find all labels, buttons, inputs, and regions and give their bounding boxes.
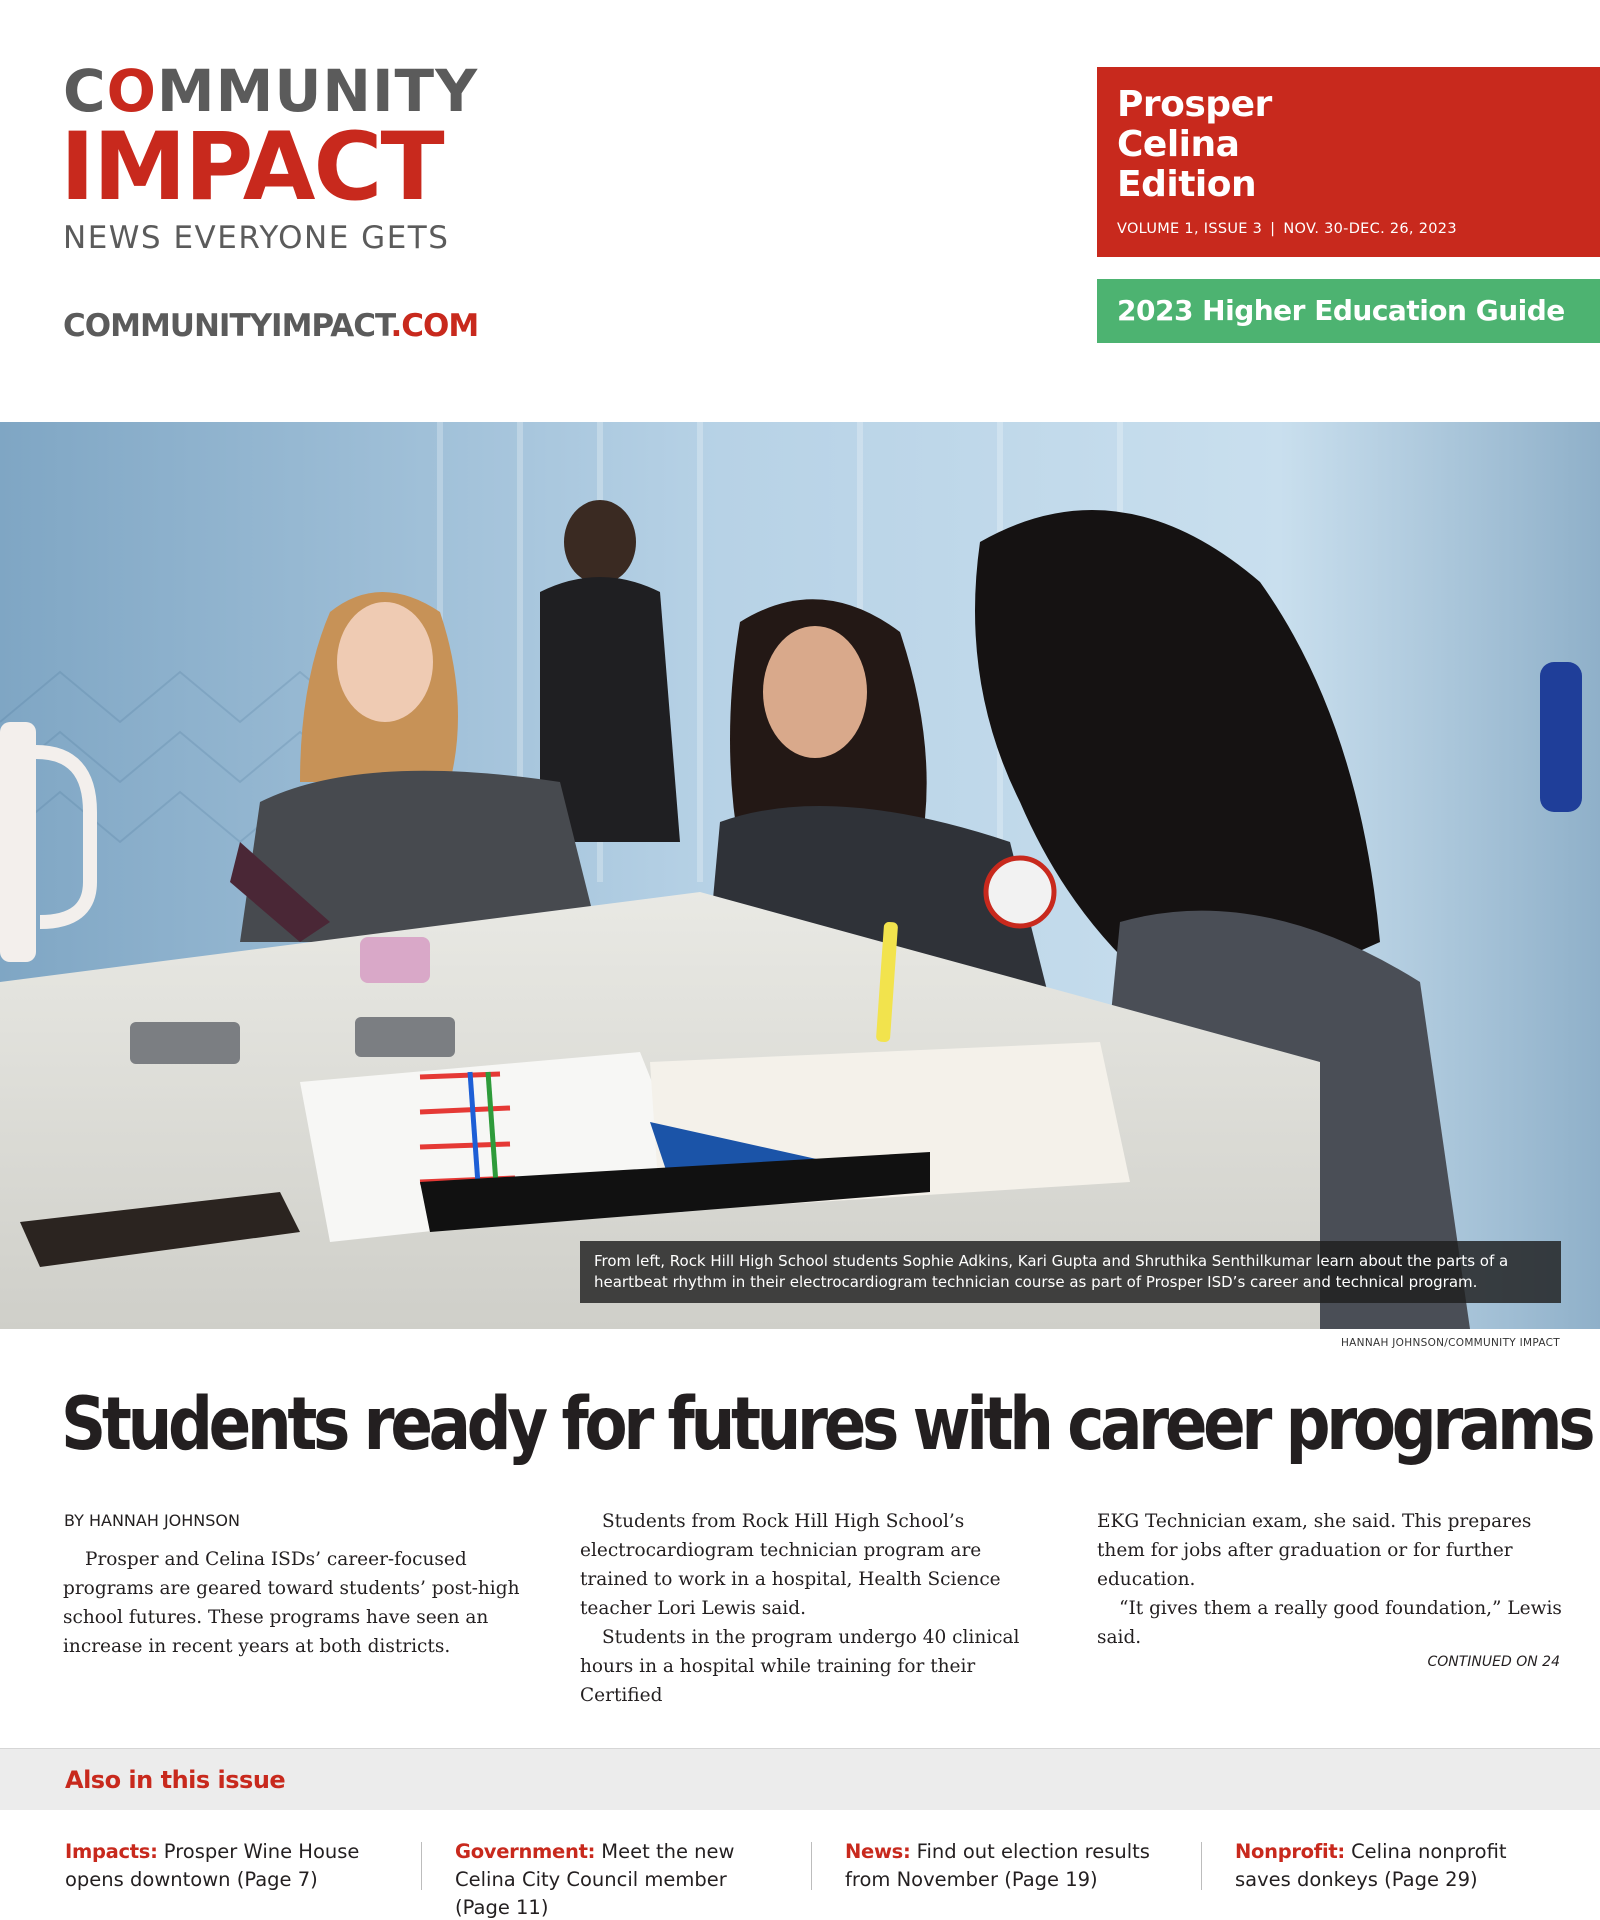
cover-photo — [0, 422, 1600, 1329]
teaser-nonprofit[interactable] — [1235, 1838, 1565, 1894]
cover-photo-illustration — [0, 422, 1600, 1329]
story-paragraph: EKG Technician exam, she said. This prepares them for jobs after graduation or for further education. — [1097, 1511, 1532, 1590]
story-headline[interactable]: Students ready for futures with career programs — [61, 1382, 1592, 1467]
edition-line-2: Celina — [1117, 124, 1240, 165]
story-paragraph: Students in the program undergo 40 clinical hours in a hospital while training for their Certified — [580, 1627, 1020, 1706]
site-url-link[interactable]: COMMUNITYIMPACT.COM — [63, 308, 479, 344]
community-impact-logo[interactable] — [60, 57, 493, 260]
edition-meta — [1117, 221, 1457, 237]
volume-issue: VOLUME 1, ISSUE 3 — [1117, 221, 1263, 237]
teaser-divider — [421, 1842, 422, 1890]
story-paragraph: Students from Rock Hill High School’s electrocardiogram technician program are trained to work in a hospital, Health Science teacher Lori Lewis said. — [580, 1511, 1001, 1619]
teaser-kicker: Impacts: — [65, 1840, 158, 1863]
edition-box — [1097, 67, 1600, 257]
edition-line-3: Edition — [1117, 164, 1257, 205]
teaser-government[interactable] — [455, 1838, 785, 1920]
story-paragraph: Prosper and Celina ISDs’ career-focused programs are geared toward students’ post-high school futures. These programs have seen an increase in recent years at both districts. — [63, 1549, 520, 1657]
story-paragraph: “It gives them a really good foundation,” Lewis said. — [1097, 1598, 1562, 1648]
higher-education-guide-banner[interactable]: 2023 Higher Education Guide — [1097, 279, 1600, 343]
teaser-impacts[interactable] — [65, 1838, 395, 1894]
also-in-this-issue-bar — [0, 1748, 1600, 1810]
teaser-divider — [811, 1842, 812, 1890]
teaser-text: Find out election results from November (Page 19) — [845, 1840, 1150, 1891]
logo-word-impact: IMPACT — [60, 113, 443, 222]
issue-dates: NOV. 30-DEC. 26, 2023 — [1283, 221, 1457, 237]
teaser-text: Meet the new Celina City Council member (Page 11) — [455, 1840, 735, 1919]
teaser-kicker: News: — [845, 1840, 911, 1863]
teaser-text: Celina nonprofit saves donkeys (Page 29) — [1235, 1840, 1507, 1891]
also-in-this-issue-title: Also in this issue — [65, 1766, 286, 1794]
teaser-news[interactable] — [845, 1838, 1175, 1894]
story-byline: BY HANNAH JOHNSON — [64, 1511, 240, 1530]
story-column-1 — [63, 1545, 535, 1661]
logo-tagline: NEWS EVERYONE GETS — [63, 220, 450, 256]
location-pin-icon: O — [106, 57, 157, 125]
story-column-3 — [1097, 1507, 1569, 1652]
teaser-divider — [1201, 1842, 1202, 1890]
edition-line-1: Prosper — [1117, 84, 1272, 125]
story-column-2 — [580, 1507, 1052, 1710]
photo-credit: HANNAH JOHNSON/COMMUNITY IMPACT — [1340, 1337, 1560, 1349]
teaser-kicker: Nonprofit: — [1235, 1840, 1345, 1863]
continued-on-link[interactable]: CONTINUED ON 24 — [1427, 1654, 1560, 1670]
teaser-text: Prosper Wine House opens downtown (Page 7) — [65, 1840, 360, 1891]
photo-caption: From left, Rock Hill High School students Sophie Adkins, Kari Gupta and Shruthika Senthilkumar learn about the parts of a heartbeat rhythm in their electrocardiogram technician course as part of Prosper ISD’s career and technical program. — [580, 1241, 1561, 1303]
teaser-kicker: Government: — [455, 1840, 596, 1863]
logo-word-community: COMMUNITY — [63, 57, 479, 125]
meta-separator: | — [1270, 221, 1276, 237]
